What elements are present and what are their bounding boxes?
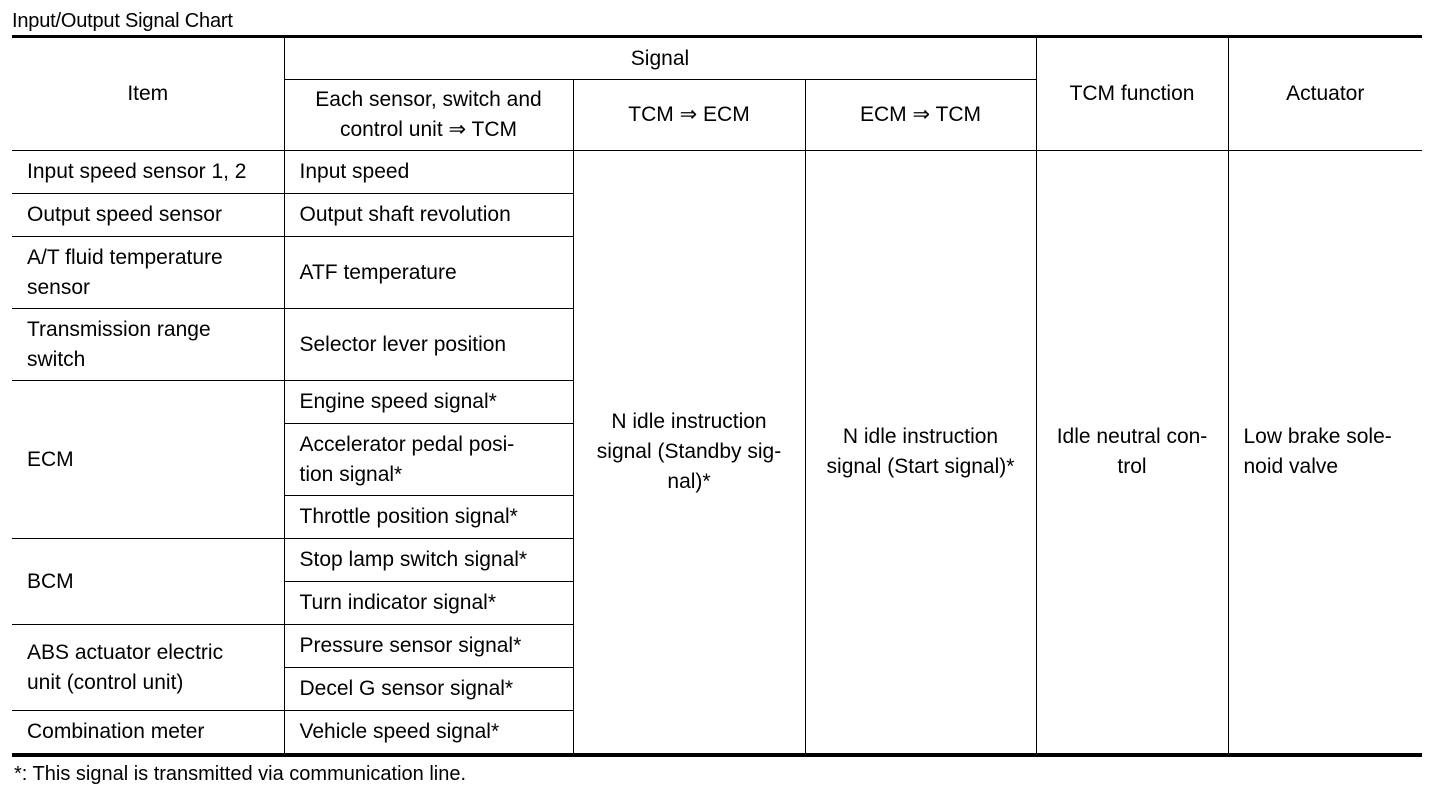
signal-vehicle-speed: Vehicle speed signal* <box>284 711 573 756</box>
item-transmission-range-line1: Transmission range <box>27 317 211 341</box>
header-sensor-to-tcm-line1: Each sensor, switch and <box>315 88 542 111</box>
signal-turn-indicator: Turn indicator signal* <box>284 582 573 625</box>
item-at-fluid-line2: sensor <box>27 275 91 299</box>
item-at-fluid-temperature-sensor <box>12 237 284 309</box>
item-combination-meter: Combination meter <box>12 711 284 756</box>
item-transmission-range-switch <box>12 309 284 381</box>
header-actuator: Actuator <box>1228 37 1422 151</box>
actuator-line1: Low brake sole- <box>1243 425 1392 448</box>
tcm-function-line2: trol <box>1117 455 1147 478</box>
item-input-speed-sensor: Input speed sensor 1, 2 <box>12 151 284 194</box>
actuator-line2: noid valve <box>1243 455 1339 478</box>
header-tcm-to-ecm: TCM ⇒ ECM <box>573 80 805 151</box>
header-sensor-to-tcm <box>284 80 573 151</box>
header-sensor-to-tcm-line2: control unit ⇒ TCM <box>339 118 518 141</box>
tcm-to-ecm-line2: signal (Standby sig- <box>596 440 782 463</box>
item-abs-actuator <box>12 625 284 711</box>
header-item: Item <box>12 37 284 151</box>
tcm-function-value <box>1036 151 1228 756</box>
signal-accelerator-pedal-position <box>284 424 573 496</box>
ecm-to-tcm-line1: N idle instruction <box>842 425 999 448</box>
signal-atf-temperature: ATF temperature <box>284 237 573 309</box>
signal-selector-lever-position: Selector lever position <box>284 309 573 381</box>
footnote: *: This signal is transmitted via communication line. <box>14 763 467 785</box>
chart-title: Input/Output Signal Chart <box>12 10 233 32</box>
ecm-to-tcm-line2: signal (Start signal)* <box>826 455 1015 478</box>
signal-input-speed: Input speed <box>284 151 573 194</box>
item-abs-line1: ABS actuator electric <box>27 640 224 664</box>
item-bcm: BCM <box>12 539 284 625</box>
signal-stop-lamp-switch: Stop lamp switch signal* <box>284 539 573 582</box>
tcm-function-line1: Idle neutral con- <box>1056 425 1208 448</box>
signal-engine-speed: Engine speed signal* <box>284 381 573 424</box>
item-abs-line2: unit (control unit) <box>27 670 184 694</box>
tcm-to-ecm-signal <box>573 151 805 756</box>
item-output-speed-sensor: Output speed sensor <box>12 194 284 237</box>
header-ecm-to-tcm: ECM ⇒ TCM <box>805 80 1036 151</box>
signal-accelerator-line1: Accelerator pedal posi- <box>299 432 515 456</box>
item-at-fluid-line1: A/T fluid temperature <box>27 245 223 269</box>
tcm-to-ecm-line1: N idle instruction <box>611 410 767 433</box>
signal-chart-table <box>12 35 1422 757</box>
tcm-to-ecm-line3: nal)* <box>667 470 711 493</box>
item-transmission-range-line2: switch <box>27 347 86 371</box>
item-ecm: ECM <box>12 381 284 539</box>
signal-decel-g-sensor: Decel G sensor signal* <box>284 668 573 711</box>
signal-throttle-position: Throttle position signal* <box>284 496 573 539</box>
signal-output-shaft-revolution: Output shaft revolution <box>284 194 573 237</box>
header-signal: Signal <box>284 37 1036 80</box>
table-row <box>12 151 1422 194</box>
ecm-to-tcm-signal <box>805 151 1036 756</box>
signal-accelerator-line2: tion signal* <box>299 462 403 486</box>
header-tcm-function: TCM function <box>1036 37 1228 151</box>
signal-pressure-sensor: Pressure sensor signal* <box>284 625 573 668</box>
actuator-value <box>1228 151 1422 756</box>
